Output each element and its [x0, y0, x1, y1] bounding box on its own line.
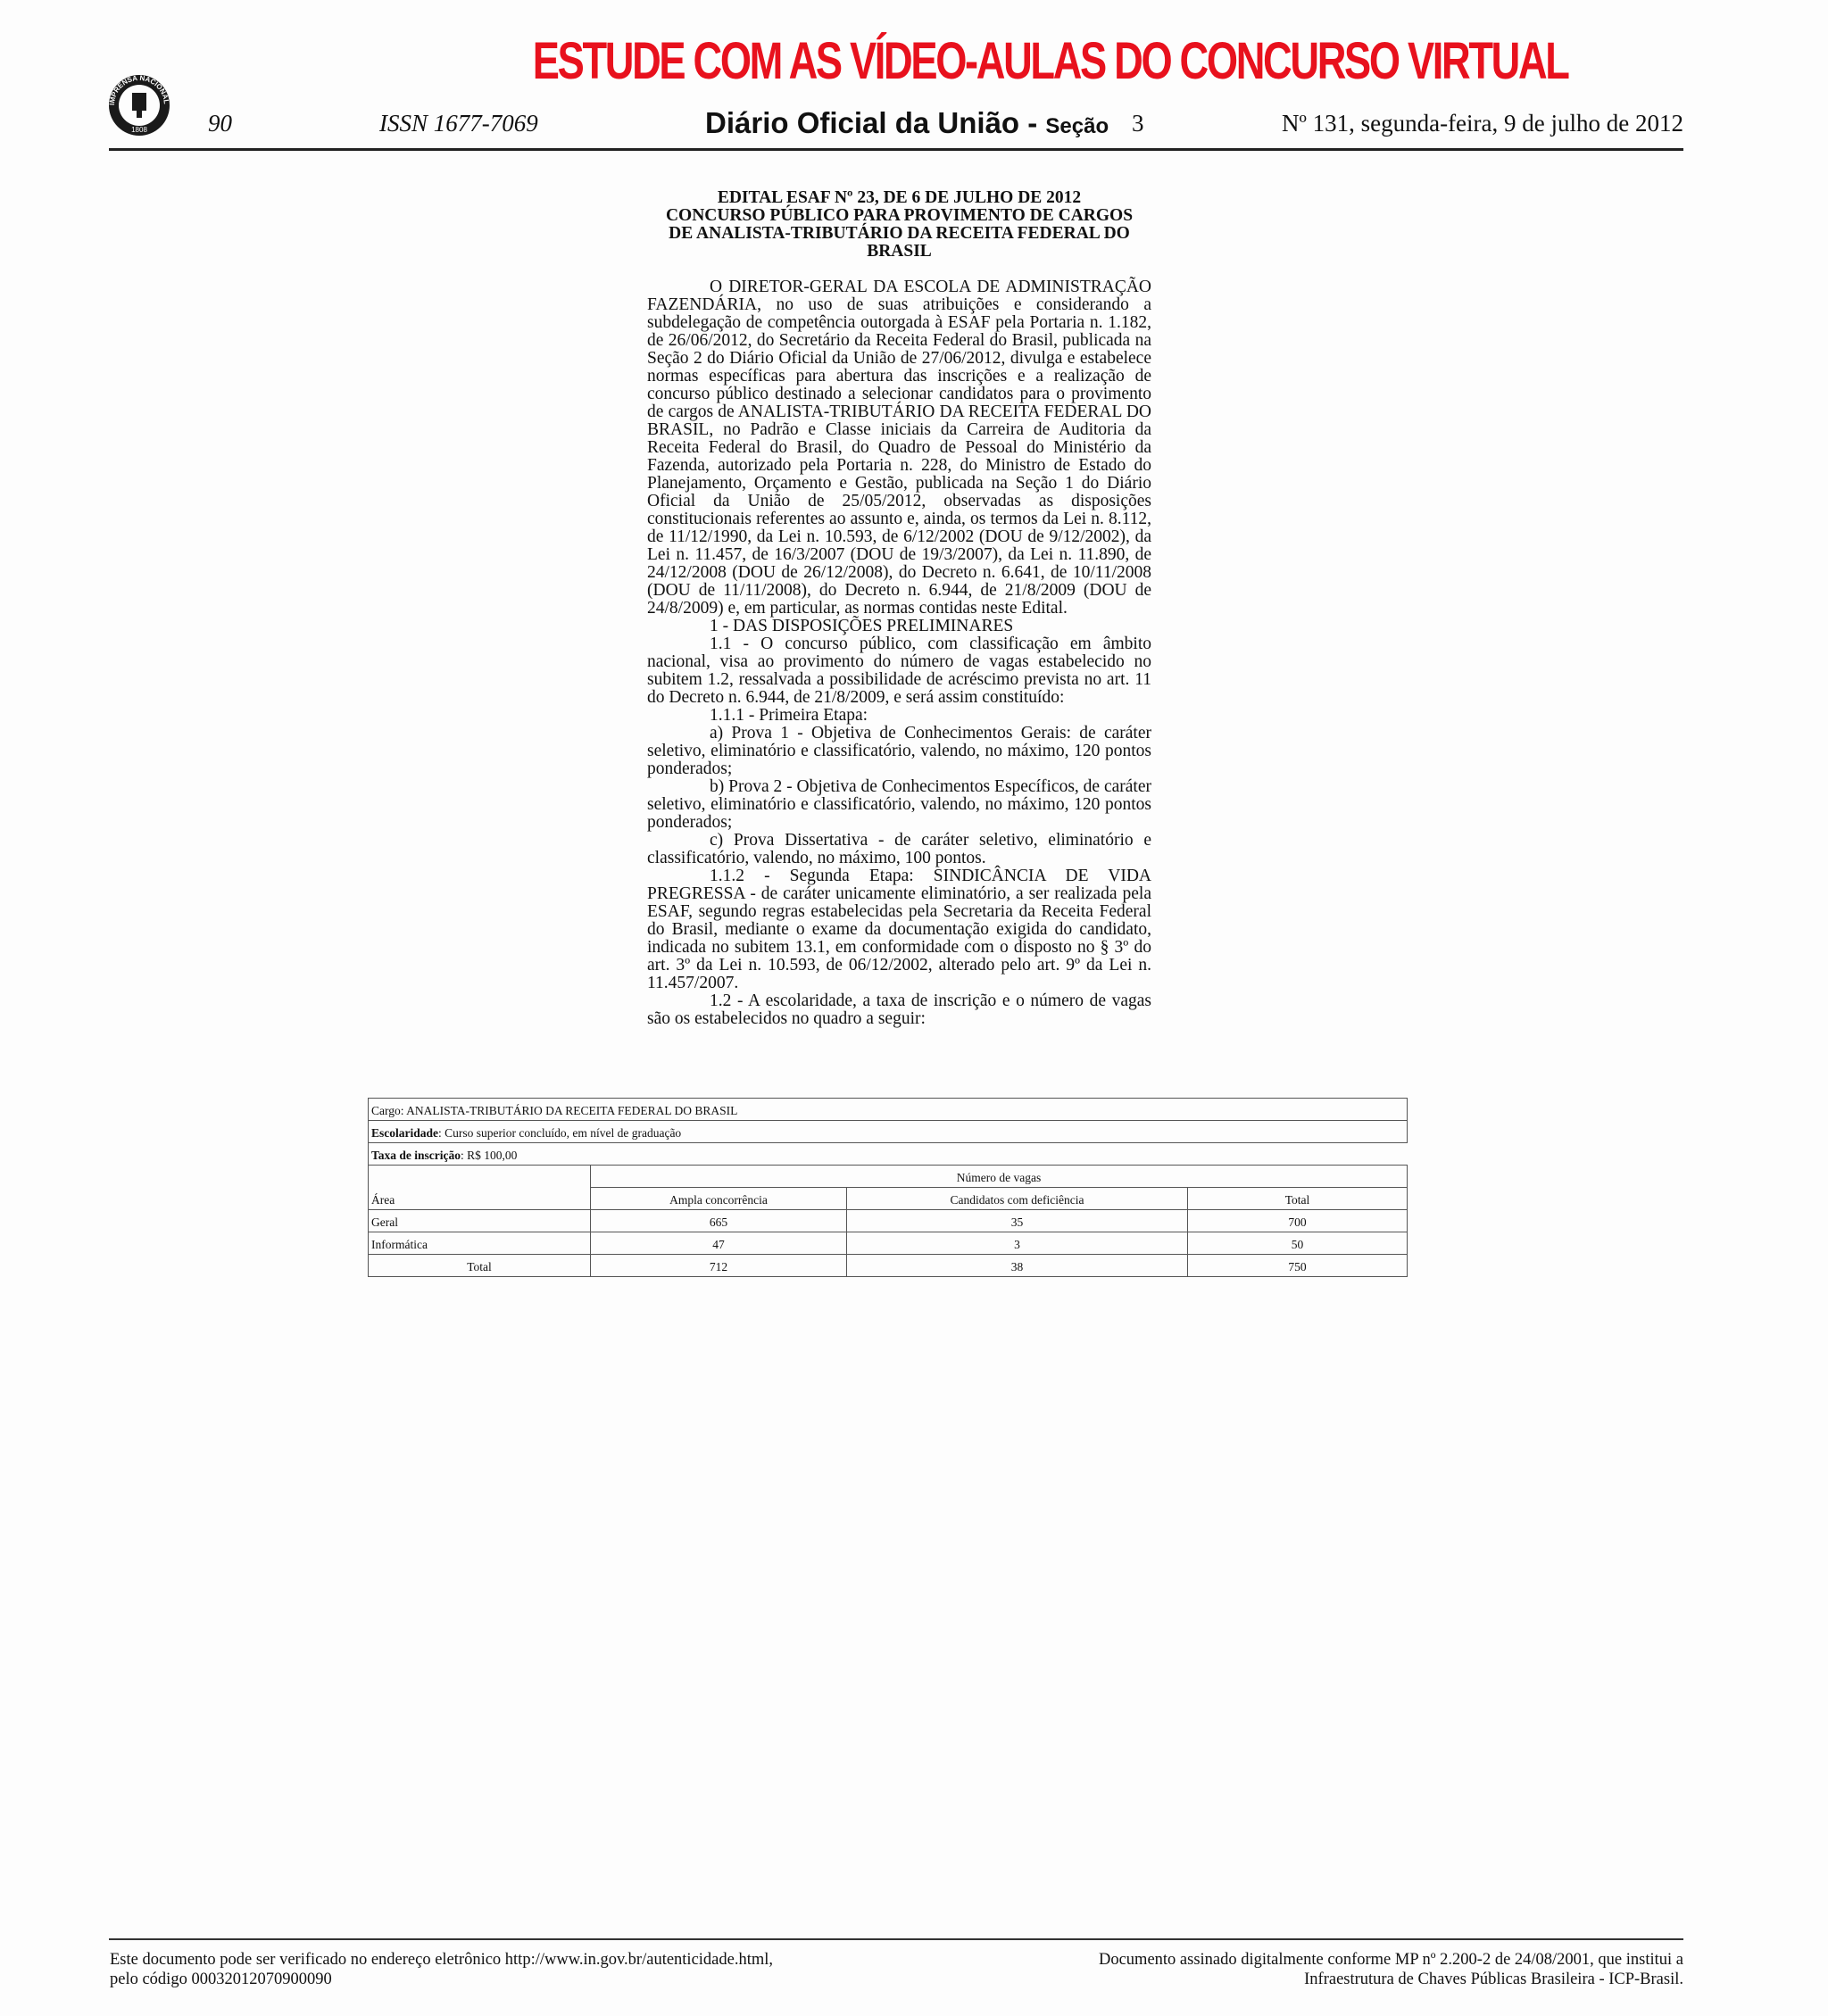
- column-header: Área: [369, 1188, 591, 1210]
- edital-heading-line: EDITAL ESAF Nº 23, DE 6 DE JULHO DE 2012: [717, 188, 1082, 207]
- table-cell: Informática: [369, 1232, 591, 1255]
- column-header: Ampla concorrência: [591, 1188, 847, 1210]
- paragraph-b: b) Prova 2 - Objetiva de Conhecimentos Específicos, de caráter seletivo, eliminatório e classificatório, valendo, no máximo, 120 pontos ponderados;: [647, 777, 1151, 832]
- table-row: [369, 1232, 1408, 1255]
- edital-heading-line: BRASIL: [867, 242, 932, 261]
- cargo-cell: Cargo: ANALISTA-TRIBUTÁRIO DA RECEITA FEDERAL DO BRASIL: [369, 1099, 1408, 1121]
- table-cell: 3: [847, 1232, 1188, 1255]
- table-cell: 665: [591, 1210, 847, 1232]
- edital-heading-line: CONCURSO PÚBLICO PARA PROVIMENTO DE CARGOS: [665, 206, 1134, 225]
- group-header: Número de vagas: [591, 1166, 1408, 1188]
- paragraph-a: a) Prova 1 - Objetiva de Conhecimentos Gerais: de caráter seletivo, eliminatório e classificatório, valendo, no máximo, 120 pontos ponderados;: [647, 724, 1151, 778]
- section-number: 3: [1132, 110, 1144, 137]
- table-cell: 50: [1188, 1232, 1408, 1255]
- paragraph-1-1-2: 1.1.2 - Segunda Etapa: SINDICÂNCIA DE VIDA PREGRESSA - de caráter unicamente eliminatório, a ser realizada pela ESAF, segundo regras estabelecidas pela Secretaria da Receita Federal do Brasil, mediante o exame da documentação exigida do candidato, indicada no subitem 13.1, em conformidade com o disposto no § 3º do art. 3º da Lei n. 10.593, de 06/12/2002, alterado pelo art. 9º da Lei n. 11.457/2007.: [647, 867, 1151, 992]
- section-label: Seção: [1045, 114, 1109, 138]
- edital-heading-line: DE ANALISTA-TRIBUTÁRIO DA RECEITA FEDERAL DO: [669, 224, 1130, 243]
- table-cell: 47: [591, 1232, 847, 1255]
- footer-line: Documento assinado digitalmente conforme MP nº 2.200-2 de 24/08/2001, que institui a: [1098, 1951, 1683, 1969]
- header-rule: [109, 148, 1683, 151]
- table-row: [369, 1121, 1408, 1143]
- footer-line: Este documento pode ser verificado no endereço eletrônico http://www.in.gov.br/autenticidade.html,: [110, 1951, 774, 1969]
- table-row: [369, 1166, 1408, 1188]
- escolaridade-label: Escolaridade: [371, 1126, 439, 1140]
- vagas-table: [368, 1098, 1408, 1277]
- table-cell: Total: [369, 1255, 591, 1277]
- edital-heading: [647, 189, 1151, 261]
- footer-line: pelo código 00032012070900090: [110, 1970, 332, 1988]
- footer-rule: [109, 1938, 1683, 1940]
- table-cell: 38: [847, 1255, 1188, 1277]
- table-header-row: [369, 1188, 1408, 1210]
- section-title: 1 - DAS DISPOSIÇÕES PRELIMINARES: [710, 617, 1014, 635]
- title-text: Diário Oficial da União -: [705, 106, 1038, 139]
- page-number: 90: [208, 110, 232, 137]
- footer-verification: [110, 1950, 788, 1989]
- imprensa-nacional-logo: [107, 73, 171, 137]
- paragraph-1-1: 1.1 - O concurso público, com classificação em âmbito nacional, visa ao provimento do número de vagas estabelecido no subitem 1.2, ressalvada a possibilidade de acréscimo prevista no art. 11 do Decreto n. 6.944, de 21/8/2009, e será assim constituído:: [647, 635, 1151, 707]
- table-cell: 35: [847, 1210, 1188, 1232]
- table-cell: Geral: [369, 1210, 591, 1232]
- taxa-label: Taxa de inscrição: [371, 1149, 461, 1162]
- taxa-value: : R$ 100,00: [461, 1149, 518, 1162]
- paragraph-1-1-1: 1.1.1 - Primeira Etapa:: [710, 706, 868, 725]
- table-cell: 712: [591, 1255, 847, 1277]
- logo-year: 1808: [131, 126, 147, 134]
- table-row: [369, 1210, 1408, 1232]
- intro-paragraph: O DIRETOR-GERAL DA ESCOLA DE ADMINISTRAÇÃO FAZENDÁRIA, no uso de suas atribuições e considerando a subdelegação de competência outorgada à ESAF pela Portaria n. 1.182, de 26/06/2012, do Secretário da Receita Federal do Brasil, publicada na Seção 2 do Diário Oficial da União de 27/06/2012, divulga e estabelece normas específicas para abertura das inscrições e a realização de concurso público destinado a selecionar candidatos para o provimento de cargos de ANALISTA-TRIBUTÁRIO DA RECEITA FEDERAL DO BRASIL, no Padrão e Classe iniciais da Carreira de Auditoria da Receita Federal do Brasil, do Quadro de Pessoal do Ministério da Fazenda, autorizado pela Portaria n. 228, do Ministro de Estado do Planejamento, Orçamento e Gestão, publicada na Seção 1 do Diário Oficial da União de 25/05/2012, observadas as disposições constitucionais referentes ao assunto e, ainda, os termos da Lei n. 8.112, de 11/12/1990, da Lei n. 10.593, de 6/12/2002 (DOU de 9/12/2002), da Lei n. 11.457, de 16/3/2007 (DOU de 19/3/2007), da Lei n. 11.890, de 24/12/2008 (DOU de 26/12/2008), do Decreto n. 6.641, de 10/11/2008 (DOU de 11/11/2008), do Decreto n. 6.944, de 21/8/2009 (DOU de 24/8/2009) e, em particular, as normas contidas neste Edital.: [647, 278, 1151, 618]
- column-header: Total: [1188, 1188, 1408, 1210]
- footer-signature: [1023, 1950, 1683, 1989]
- promo-banner: ESTUDE COM AS VÍDEO-AULAS DO CONCURSO VIRTUAL: [532, 32, 1568, 90]
- publication-title: [705, 107, 1109, 143]
- edital-column: [647, 189, 1151, 1028]
- issn: ISSN 1677-7069: [379, 110, 538, 137]
- logo-text: IMPRENSA NACIONAL: [107, 73, 171, 106]
- column-header: Candidatos com deficiência: [847, 1188, 1188, 1210]
- paragraph-c: c) Prova Dissertativa - de caráter seletivo, eliminatório e classificatório, valendo, no máximo, 100 pontos.: [647, 831, 1151, 867]
- table-cell: 750: [1188, 1255, 1408, 1277]
- taxa-cell: [369, 1143, 1408, 1166]
- table-row: [369, 1099, 1408, 1121]
- escolaridade-value: : Curso superior concluído, em nível de graduação: [438, 1126, 682, 1140]
- empty-cell: [369, 1166, 591, 1188]
- footer-line: Infraestrutura de Chaves Públicas Brasileira - ICP-Brasil.: [1304, 1970, 1683, 1988]
- issue-info: Nº 131, segunda-feira, 9 de julho de 2012: [1281, 110, 1683, 137]
- table-cell: 700: [1188, 1210, 1408, 1232]
- paragraph-1-2: 1.2 - A escolaridade, a taxa de inscrição e o número de vagas são os estabelecidos no quadro a seguir:: [647, 991, 1151, 1028]
- table-total-row: [369, 1255, 1408, 1277]
- table-row: [369, 1143, 1408, 1166]
- escolaridade-cell: [369, 1121, 1408, 1143]
